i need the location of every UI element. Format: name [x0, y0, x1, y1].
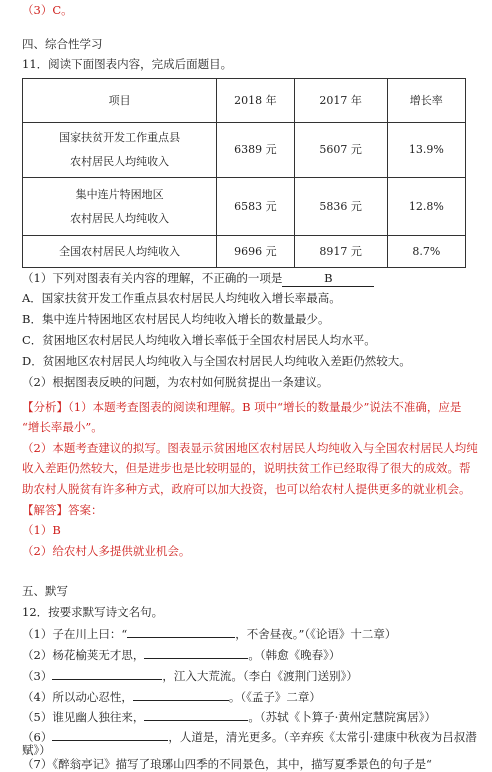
analysis-line: “增长率最小”。 [22, 420, 103, 434]
fill-blank[interactable] [127, 625, 235, 638]
row-item: 全国农村居民人均纯收入 [23, 236, 217, 268]
fill-blank[interactable] [133, 688, 229, 701]
option-d: D．贫困地区农村居民人均纯收入与全国农村居民人均纯收入差距仍然较大。 [22, 354, 411, 368]
previous-answer: （3）C。 [22, 3, 73, 17]
row-2017: 5836 元 [294, 178, 387, 236]
fill-blank[interactable] [52, 728, 168, 741]
row-rate: 13.9% [387, 123, 465, 178]
analysis-line: （2）本题考查建议的拟写。图表显示贫困地区农村居民人均纯收入与全国农村居民人均纯 [22, 441, 478, 455]
row-2018: 6389 元 [217, 123, 294, 178]
recitation-item: （4）所以动心忍性， 。（《孟子》二章） [22, 690, 321, 704]
recitation-item: （6） ，人道是，清光更多。（辛弃疾《太常引·建康中秋夜为吕叔潜 [22, 730, 477, 744]
option-b: B．集中连片特困地区农村居民人均纯收入增长的数量最少。 [22, 312, 330, 326]
fill-blank[interactable] [144, 708, 248, 721]
row-2018: 6583 元 [217, 178, 294, 236]
row-2017: 5607 元 [294, 123, 387, 178]
option-c: C．贫困地区农村居民人均纯收入增长率低于全国农村居民人均水平。 [22, 333, 376, 347]
recitation-item: （5）谁见幽人独往来， 。（苏轼《卜算子·黄州定慧院寓居》） [22, 710, 436, 724]
table-row [23, 178, 466, 236]
question-12-stem: 12．按要求默写诗文名句。 [22, 605, 164, 619]
row-2017: 8917 元 [294, 236, 387, 268]
recitation-item: （3） ，江入大荒流。（李白《渡荆门送别》） [22, 669, 358, 683]
header-item: 项目 [23, 79, 217, 123]
header-2017: 2017 年 [294, 79, 387, 123]
answer-blank: B [282, 270, 374, 287]
recitation-item-cont: 赋》） [22, 743, 51, 757]
sub-question-1: （1）下列对图表有关内容的理解，不正确的一项是 B [22, 270, 374, 287]
question-11-stem: 11．阅读下面图表内容，完成后面题目。 [22, 57, 233, 71]
income-table [22, 78, 466, 268]
row-item: 集中连片特困地区 农村居民人均纯收入 [23, 178, 217, 236]
analysis-line: 【分析】（1）本题考查图表的阅读和理解。B 项中“增长的数量最少”说法不准确，应是 [22, 400, 462, 414]
sub-question-2: （2）根据图表反映的问题，为农村如何脱贫提出一条建议。 [22, 375, 329, 389]
section-title-4: 四、综合性学习 [22, 37, 103, 51]
row-rate: 8.7% [387, 236, 465, 268]
table-header-row [23, 79, 466, 123]
solution-header [22, 502, 103, 518]
recitation-item: （2）杨花榆荚无才思， 。（韩愈《晚春》） [22, 648, 341, 662]
recitation-item: （1）子在川上曰：“ ，不舍昼夜。”（《论语》十二章） [22, 627, 397, 641]
analysis-line: 助农村人脱贫有许多种方式，政府可以加大投资，也可以给农村人提供更多的就业机会。 [22, 482, 471, 496]
option-a: A．国家扶贫开发工作重点县农村居民人均纯收入增长率最高。 [22, 291, 341, 305]
recitation-item: （7）《醉翁亭记》描写了琅琊山四季的不同景色，其中，描写夏季景色的句子是“ [22, 757, 432, 771]
analysis-line: 收入差距仍然较大，但是进步也是比较明显的，说明扶贫工作已经取得了很大的成效。帮 [22, 461, 471, 475]
table-row [23, 236, 466, 268]
solution-label: 【解答】 [22, 503, 68, 517]
table-row [23, 123, 466, 178]
solution-line: （2）给农村人多提供就业机会。 [22, 544, 191, 558]
row-2018: 9696 元 [217, 236, 294, 268]
fill-blank[interactable] [52, 667, 162, 680]
row-rate: 12.8% [387, 178, 465, 236]
header-rate: 增长率 [387, 79, 465, 123]
solution-line: （1）B [22, 523, 61, 537]
row-item: 国家扶贫开发工作重点县 农村居民人均纯收入 [23, 123, 217, 178]
header-2018: 2018 年 [217, 79, 294, 123]
section-title-5: 五、默写 [22, 584, 68, 598]
fill-blank[interactable] [144, 646, 248, 659]
solution-suffix: 答案： [68, 503, 103, 517]
